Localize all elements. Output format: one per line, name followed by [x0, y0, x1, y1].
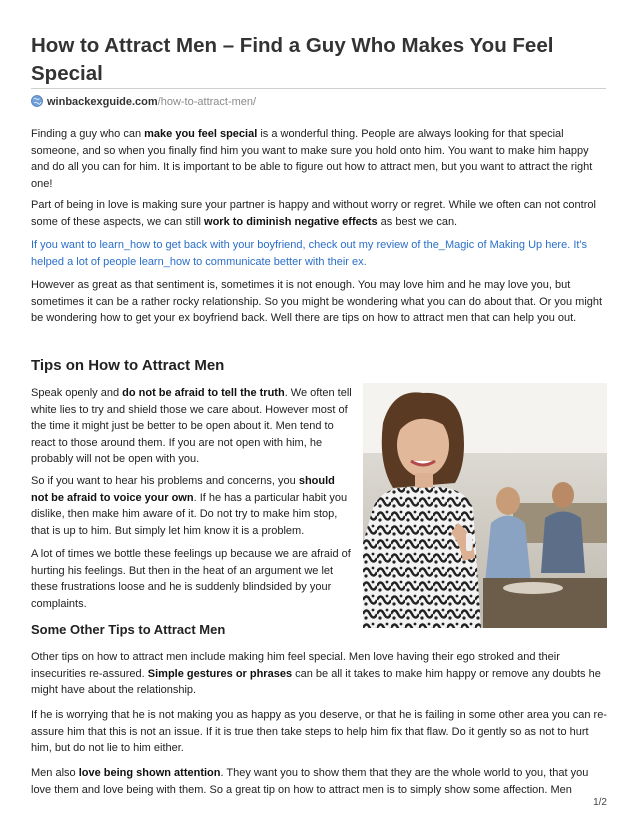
text-run: Finding a guy who can — [31, 128, 145, 140]
bold-text: work to diminish negative effects — [204, 215, 378, 228]
source-domain: winbackexguide.com — [47, 96, 158, 108]
other-tips-paragraph-2: If he is worrying that he is not making you as happy as you deserve, or that he is failing in some other area you can re-assure him that this is not an issue. If it is true then take steps to help him fix that flaw. Do it gently so as not to hurt him, but do not lie to him either. — [31, 709, 607, 754]
tips-paragraph-2 — [31, 473, 353, 539]
other-tips-paragraph-1 — [31, 649, 607, 699]
intro-paragraph-4: However as great as that sentiment is, sometimes it is not enough. You may love him and he may love you, but sometimes it can be a rather rocky relationship. So you might be wondering what you can do about that. Or you might be wondering how to get your ex boyfriend back. Well there are tips on how to attract men that can help you out. — [31, 279, 603, 324]
source-line — [31, 95, 256, 109]
text-run: Men also — [31, 767, 79, 779]
bold-text: do not be afraid to tell the truth — [122, 387, 285, 399]
bold-text: Simple gestures or phrases — [147, 667, 293, 680]
text-run: . We often tell white lies to try and shield those we care about. However most of the time it might just be better to be open about it. Men tend to react to those around them. If you are not open with him, he probably will not be open with you. — [31, 387, 352, 465]
bold-text: make you feel special — [144, 128, 258, 140]
bold-text: should not be afraid to voice your own — [31, 475, 335, 504]
text-run: as best we can. — [377, 215, 458, 228]
tips-paragraph-3: A lot of times we bottle these feelings up because we are afraid of hurting his feelings. But then in the heat of an argument we let these frustrations loose and he is suddenly blindsided by your complaints. — [31, 548, 351, 610]
tips-paragraph-1 — [31, 385, 353, 468]
bold-text: love being shown attention — [78, 767, 221, 779]
page-number: 1/2 — [593, 797, 607, 808]
other-tips-paragraph-3 — [31, 765, 607, 798]
section-heading-other-tips: Some Other Tips to Attract Men — [31, 622, 226, 637]
source-domain-link[interactable] — [47, 96, 158, 108]
intro-paragraph-2 — [31, 197, 607, 230]
intro-paragraph-1 — [31, 126, 607, 192]
text-run: Other tips on how to attract men include making him feel special. Men love having their ego stroked and their insecurities re-assured. — [31, 651, 560, 680]
text-run: . They want you to show them that they are the whole world to you, that you love them and love being with them. So a great tip on how to attract men is to simply show some affection. Men — [31, 767, 589, 796]
section-heading-tips: Tips on How to Attract Men — [31, 357, 225, 374]
text-run: can be all it takes to make him happy or remove any doubts he might have about the relationship. — [31, 667, 601, 696]
text-run: Part of being in love is making sure your partner is happy and without worry or regret. While we often can not control some of these aspects, we can still — [31, 199, 596, 228]
source-path: /how-to-attract-men/ — [157, 96, 257, 108]
text-run: . If he has a particular habit you dislike, then make him aware of it. Do not try to make him stop, that is up to him. But simply let him know it is a problem. — [31, 491, 348, 537]
article-title: How to Attract Men – Find a Guy Who Makes You Feel Special — [31, 34, 554, 85]
woman-smiling-photo — [363, 383, 607, 628]
boyfriend-review-link[interactable]: If you want to learn_how to get back with your boyfriend, check out my review of the_Magic of Making Up here. It's helped a lot of people learn_how to communicate better with their ex. — [31, 239, 588, 268]
text-run: Speak openly and — [31, 387, 123, 399]
text-run: So if you want to hear his problems and concerns, you — [31, 475, 299, 487]
text-run: is a wonderful thing. People are always looking for that special someone, and so when you finally find him you want to make sure you hold onto him. You want to make him happy and do all you can for him. It is important to be able to figure out how to attract men, but you want to attract the right one! — [31, 128, 593, 190]
globe-icon — [31, 95, 43, 107]
title-divider — [31, 88, 606, 89]
